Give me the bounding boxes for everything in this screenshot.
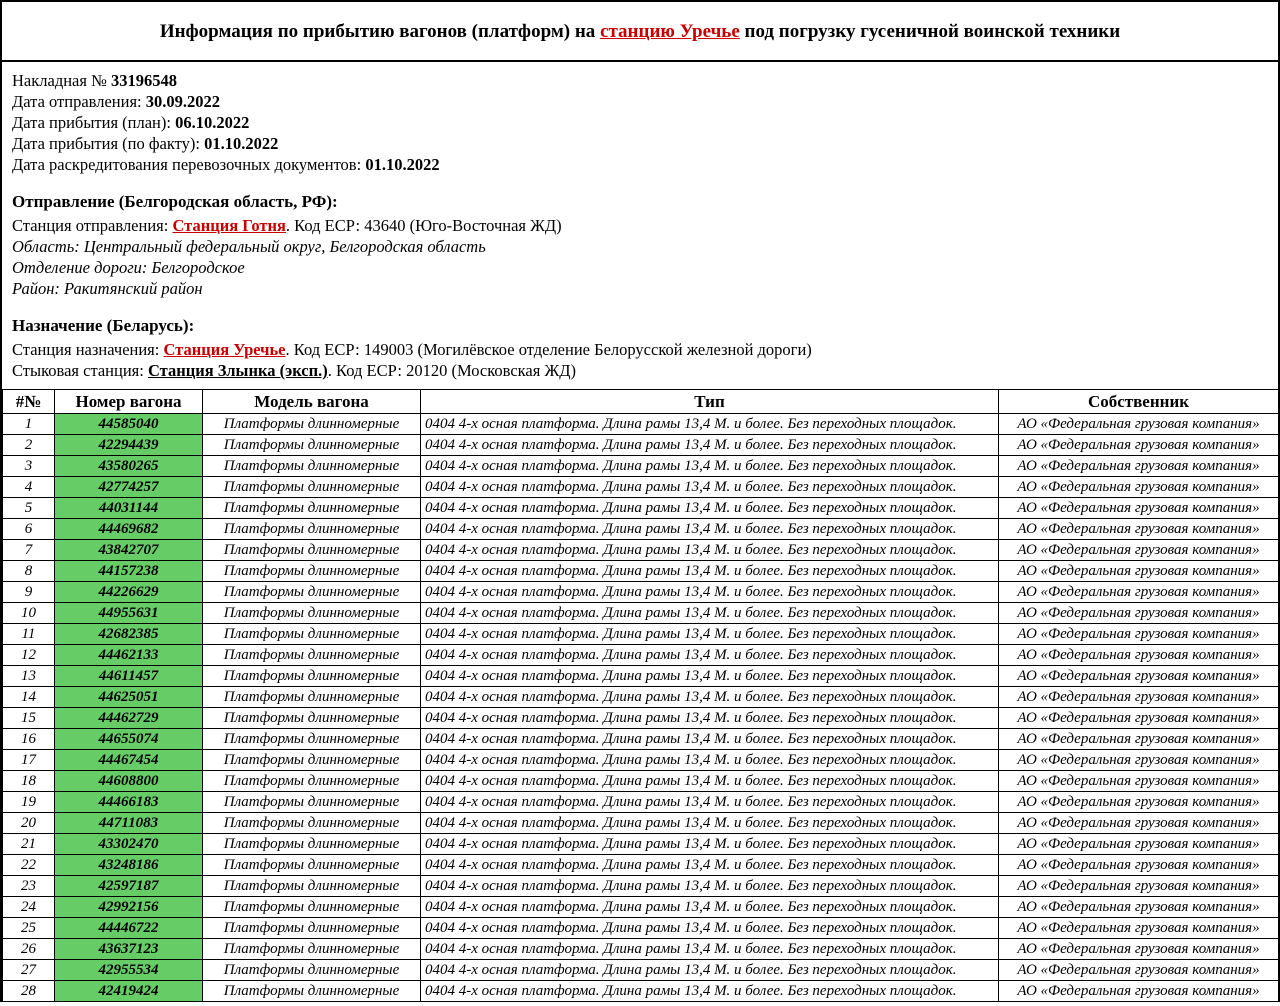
arrival-plan-row [12, 112, 1268, 133]
cell-type: 0404 4-х осная платформа. Длина рамы 13,4 М. и более. Без переходных площадок. [421, 645, 999, 666]
table-row [3, 771, 1279, 792]
cell-wagon-number: 44711083 [55, 813, 203, 834]
cell-index: 16 [3, 729, 55, 750]
cell-type: 0404 4-х осная платформа. Длина рамы 13,4 М. и более. Без переходных площадок. [421, 687, 999, 708]
table-row [3, 477, 1279, 498]
cell-type: 0404 4-х осная платформа. Длина рамы 13,4 М. и более. Без переходных площадок. [421, 624, 999, 645]
cell-owner: АО «Федеральная грузовая компания» [999, 435, 1279, 456]
cell-owner: АО «Федеральная грузовая компания» [999, 750, 1279, 771]
arrival-plan-value: 06.10.2022 [175, 112, 250, 132]
cell-owner: АО «Федеральная грузовая компания» [999, 414, 1279, 435]
cell-wagon-number: 42774257 [55, 477, 203, 498]
table-row [3, 729, 1279, 750]
cell-wagon-number: 43302470 [55, 834, 203, 855]
table-row [3, 519, 1279, 540]
cell-model: Платформы длинномерные [203, 666, 421, 687]
cell-model: Платформы длинномерные [203, 939, 421, 960]
table-row [3, 813, 1279, 834]
cell-wagon-number: 44446722 [55, 918, 203, 939]
cell-model: Платформы длинномерные [203, 750, 421, 771]
cell-owner: АО «Федеральная грузовая компания» [999, 729, 1279, 750]
table-row [3, 603, 1279, 624]
cell-model: Платформы длинномерные [203, 603, 421, 624]
departure-date-value: 30.09.2022 [145, 91, 220, 111]
table-row [3, 540, 1279, 561]
table-row [3, 918, 1279, 939]
cell-index: 26 [3, 939, 55, 960]
destination-station-link[interactable]: Станция Уречье [163, 340, 286, 360]
cell-wagon-number: 42294439 [55, 435, 203, 456]
cell-wagon-number: 43580265 [55, 456, 203, 477]
cell-wagon-number: 44608800 [55, 771, 203, 792]
cell-model: Платформы длинномерные [203, 561, 421, 582]
cell-wagon-number: 44462729 [55, 708, 203, 729]
col-header-model: Модель вагона [203, 390, 421, 414]
cell-model: Платформы длинномерные [203, 687, 421, 708]
cell-index: 25 [3, 918, 55, 939]
cell-model: Платформы длинномерные [203, 708, 421, 729]
cell-type: 0404 4-х осная платформа. Длина рамы 13,4 М. и более. Без переходных площадок. [421, 582, 999, 603]
title-station-link[interactable]: станцию Уречье [600, 21, 740, 42]
departure-region-row [12, 236, 1268, 257]
cell-type: 0404 4-х осная платформа. Длина рамы 13,4 М. и более. Без переходных площадок. [421, 981, 999, 1002]
cell-index: 10 [3, 603, 55, 624]
table-row [3, 498, 1279, 519]
cell-model: Платформы длинномерные [203, 918, 421, 939]
cell-type: 0404 4-х осная платформа. Длина рамы 13,4 М. и более. Без переходных площадок. [421, 876, 999, 897]
departure-division-row [12, 257, 1268, 278]
departure-division-value: Белгородское [147, 258, 245, 278]
cell-type: 0404 4-х осная платформа. Длина рамы 13,4 М. и более. Без переходных площадок. [421, 561, 999, 582]
cell-model: Платформы длинномерные [203, 876, 421, 897]
cell-index: 27 [3, 960, 55, 981]
wagons-table-body [3, 414, 1279, 1002]
cell-model: Платформы длинномерные [203, 834, 421, 855]
cell-owner: АО «Федеральная грузовая компания» [999, 645, 1279, 666]
cell-model: Платформы длинномерные [203, 435, 421, 456]
cell-index: 4 [3, 477, 55, 498]
cell-owner: АО «Федеральная грузовая компания» [999, 918, 1279, 939]
cell-wagon-number: 42955534 [55, 960, 203, 981]
cell-index: 11 [3, 624, 55, 645]
cell-index: 14 [3, 687, 55, 708]
cell-index: 19 [3, 792, 55, 813]
table-row [3, 897, 1279, 918]
cell-wagon-number: 44466183 [55, 792, 203, 813]
cell-index: 17 [3, 750, 55, 771]
table-row [3, 708, 1279, 729]
cell-index: 1 [3, 414, 55, 435]
cell-wagon-number: 42682385 [55, 624, 203, 645]
arrival-fact-label: Дата прибытия (по факту): [12, 134, 205, 154]
cell-wagon-number: 44469682 [55, 519, 203, 540]
cell-index: 23 [3, 876, 55, 897]
cell-owner: АО «Федеральная грузовая компания» [999, 960, 1279, 981]
cell-index: 28 [3, 981, 55, 1002]
departure-station-row [12, 215, 1268, 236]
cell-model: Платформы длинномерные [203, 981, 421, 1002]
table-row [3, 981, 1279, 1002]
cell-owner: АО «Федеральная грузовая компания» [999, 666, 1279, 687]
departure-date-row [12, 91, 1268, 112]
cell-model: Платформы длинномерные [203, 792, 421, 813]
cell-model: Платформы длинномерные [203, 582, 421, 603]
cell-owner: АО «Федеральная грузовая компания» [999, 771, 1279, 792]
cell-type: 0404 4-х осная платформа. Длина рамы 13,4 М. и более. Без переходных площадок. [421, 519, 999, 540]
table-row [3, 876, 1279, 897]
cell-owner: АО «Федеральная грузовая компания» [999, 540, 1279, 561]
cell-owner: АО «Федеральная грузовая компания» [999, 708, 1279, 729]
cell-index: 13 [3, 666, 55, 687]
cell-type: 0404 4-х осная платформа. Длина рамы 13,4 М. и более. Без переходных площадок. [421, 855, 999, 876]
cell-index: 6 [3, 519, 55, 540]
invoice-row [12, 70, 1268, 91]
cell-type: 0404 4-х осная платформа. Длина рамы 13,4 М. и более. Без переходных площадок. [421, 897, 999, 918]
cell-wagon-number: 44157238 [55, 561, 203, 582]
cell-owner: АО «Федеральная грузовая компания» [999, 834, 1279, 855]
cell-index: 12 [3, 645, 55, 666]
cell-type: 0404 4-х осная платформа. Длина рамы 13,4 М. и более. Без переходных площадок. [421, 918, 999, 939]
table-row [3, 750, 1279, 771]
cell-type: 0404 4-х осная платформа. Длина рамы 13,4 М. и более. Без переходных площадок. [421, 834, 999, 855]
cell-model: Платформы длинномерные [203, 771, 421, 792]
table-row [3, 624, 1279, 645]
invoice-label: Накладная № [12, 70, 111, 90]
junction-station-rest: . Код ЕСР: 20120 (Московская ЖД) [327, 361, 576, 381]
cell-index: 7 [3, 540, 55, 561]
table-row [3, 855, 1279, 876]
cell-type: 0404 4-х осная платформа. Длина рамы 13,4 М. и более. Без переходных площадок. [421, 729, 999, 750]
cell-index: 20 [3, 813, 55, 834]
cell-owner: АО «Федеральная грузовая компания» [999, 477, 1279, 498]
cell-model: Платформы длинномерные [203, 498, 421, 519]
cell-owner: АО «Федеральная грузовая компания» [999, 876, 1279, 897]
destination-station-rest: . Код ЕСР: 149003 (Могилёвское отделение Белорусской железной дороги) [285, 340, 812, 360]
departure-station-link[interactable]: Станция Готня [172, 216, 286, 236]
cell-owner: АО «Федеральная грузовая компания» [999, 687, 1279, 708]
cell-owner: АО «Федеральная грузовая компания» [999, 624, 1279, 645]
cell-index: 9 [3, 582, 55, 603]
col-header-type: Тип [421, 390, 999, 414]
junction-station-row [12, 360, 1268, 381]
cell-type: 0404 4-х осная платформа. Длина рамы 13,4 М. и более. Без переходных площадок. [421, 666, 999, 687]
table-row [3, 645, 1279, 666]
cell-wagon-number: 44585040 [55, 414, 203, 435]
table-row [3, 666, 1279, 687]
cell-wagon-number: 44625051 [55, 687, 203, 708]
destination-station-label: Станция назначения: [12, 340, 164, 360]
col-header-owner: Собственник [999, 390, 1279, 414]
cell-wagon-number: 44031144 [55, 498, 203, 519]
cell-owner: АО «Федеральная грузовая компания» [999, 561, 1279, 582]
cell-index: 24 [3, 897, 55, 918]
cell-index: 3 [3, 456, 55, 477]
col-header-wagon: Номер вагона [55, 390, 203, 414]
table-row [3, 939, 1279, 960]
destination-station-row [12, 339, 1268, 360]
arrival-plan-label: Дата прибытия (план): [12, 112, 176, 132]
cell-type: 0404 4-х осная платформа. Длина рамы 13,4 М. и более. Без переходных площадок. [421, 477, 999, 498]
departure-date-label: Дата отправления: [12, 91, 146, 111]
cell-type: 0404 4-х осная платформа. Длина рамы 13,4 М. и более. Без переходных площадок. [421, 792, 999, 813]
cell-index: 2 [3, 435, 55, 456]
col-header-index: #№ [3, 390, 55, 414]
arrival-fact-value: 01.10.2022 [204, 134, 279, 154]
cell-wagon-number: 44467454 [55, 750, 203, 771]
table-row [3, 435, 1279, 456]
table-row [3, 960, 1279, 981]
junction-station-label: Стыковая станция: [12, 361, 148, 381]
cell-type: 0404 4-х осная платформа. Длина рамы 13,4 М. и более. Без переходных площадок. [421, 708, 999, 729]
cell-wagon-number: 43842707 [55, 540, 203, 561]
cell-model: Платформы длинномерные [203, 456, 421, 477]
table-row [3, 834, 1279, 855]
cell-model: Платформы длинномерные [203, 477, 421, 498]
cell-wagon-number: 42597187 [55, 876, 203, 897]
cell-owner: АО «Федеральная грузовая компания» [999, 456, 1279, 477]
cell-model: Платформы длинномерные [203, 519, 421, 540]
cell-owner: АО «Федеральная грузовая компания» [999, 792, 1279, 813]
cell-wagon-number: 42419424 [55, 981, 203, 1002]
docs-date-value: 01.10.2022 [365, 155, 440, 175]
departure-region-value: Центральный федеральный округ, Белгородская область [79, 237, 486, 257]
departure-district-row [12, 278, 1268, 299]
table-row [3, 687, 1279, 708]
departure-station-rest: . Код ЕСР: 43640 (Юго-Восточная ЖД) [285, 216, 562, 236]
cell-owner: АО «Федеральная грузовая компания» [999, 939, 1279, 960]
cell-wagon-number: 44955631 [55, 603, 203, 624]
cell-index: 8 [3, 561, 55, 582]
cell-owner: АО «Федеральная грузовая компания» [999, 855, 1279, 876]
table-row [3, 561, 1279, 582]
wagons-table [2, 389, 1279, 1002]
cell-wagon-number: 43637123 [55, 939, 203, 960]
cell-wagon-number: 44611457 [55, 666, 203, 687]
cell-type: 0404 4-х осная платформа. Длина рамы 13,4 М. и более. Без переходных площадок. [421, 939, 999, 960]
cell-wagon-number: 44655074 [55, 729, 203, 750]
cell-type: 0404 4-х осная платформа. Длина рамы 13,4 М. и более. Без переходных площадок. [421, 603, 999, 624]
destination-heading: Назначение (Беларусь): [12, 316, 195, 336]
departure-heading: Отправление (Белгородская область, РФ): [12, 192, 338, 212]
cell-owner: АО «Федеральная грузовая компания» [999, 582, 1279, 603]
cell-index: 5 [3, 498, 55, 519]
arrival-fact-row [12, 133, 1268, 154]
cell-model: Платформы длинномерные [203, 645, 421, 666]
cell-wagon-number: 44226629 [55, 582, 203, 603]
title-text-after: под погрузку гусеничной воинской техники [739, 21, 1121, 42]
cell-index: 15 [3, 708, 55, 729]
table-row [3, 414, 1279, 435]
cell-model: Платформы длинномерные [203, 960, 421, 981]
cell-model: Платформы длинномерные [203, 897, 421, 918]
cell-index: 22 [3, 855, 55, 876]
document-title-bar [2, 2, 1278, 62]
cell-type: 0404 4-х осная платформа. Длина рамы 13,4 М. и более. Без переходных площадок. [421, 456, 999, 477]
cell-model: Платформы длинномерные [203, 813, 421, 834]
cell-type: 0404 4-х осная платформа. Длина рамы 13,4 М. и более. Без переходных площадок. [421, 960, 999, 981]
cell-owner: АО «Федеральная грузовая компания» [999, 498, 1279, 519]
departure-station-label: Станция отправления: [12, 216, 173, 236]
shipment-info [2, 62, 1278, 384]
cell-model: Платформы длинномерные [203, 855, 421, 876]
docs-date-label: Дата раскредитования перевозочных документов: [12, 155, 366, 175]
departure-district-label: Район: [12, 279, 60, 299]
docs-date-row [12, 154, 1268, 175]
cell-type: 0404 4-х осная платформа. Длина рамы 13,4 М. и более. Без переходных площадок. [421, 414, 999, 435]
cell-type: 0404 4-х осная платформа. Длина рамы 13,4 М. и более. Без переходных площадок. [421, 750, 999, 771]
table-header-row [3, 390, 1279, 414]
cell-owner: АО «Федеральная грузовая компания» [999, 813, 1279, 834]
table-row [3, 792, 1279, 813]
cell-owner: АО «Федеральная грузовая компания» [999, 897, 1279, 918]
cell-owner: АО «Федеральная грузовая компания» [999, 519, 1279, 540]
junction-station-name: Станция Злынка (эксп.) [147, 361, 328, 381]
cell-model: Платформы длинномерные [203, 414, 421, 435]
departure-district-value: Ракитянский район [59, 279, 203, 299]
page-title [12, 20, 1268, 44]
cell-index: 21 [3, 834, 55, 855]
title-text-before: Информация по прибытию вагонов (платформ) на [159, 21, 601, 42]
cell-model: Платформы длинномерные [203, 624, 421, 645]
cell-wagon-number: 42992156 [55, 897, 203, 918]
invoice-value: 33196548 [110, 70, 177, 90]
table-row [3, 582, 1279, 603]
cell-model: Платформы длинномерные [203, 540, 421, 561]
cell-owner: АО «Федеральная грузовая компания» [999, 603, 1279, 624]
cell-type: 0404 4-х осная платформа. Длина рамы 13,4 М. и более. Без переходных площадок. [421, 771, 999, 792]
cell-type: 0404 4-х осная платформа. Длина рамы 13,4 М. и более. Без переходных площадок. [421, 813, 999, 834]
cell-index: 18 [3, 771, 55, 792]
cell-type: 0404 4-х осная платформа. Длина рамы 13,4 М. и более. Без переходных площадок. [421, 435, 999, 456]
cell-wagon-number: 43248186 [55, 855, 203, 876]
cell-wagon-number: 44462133 [55, 645, 203, 666]
cell-type: 0404 4-х осная платформа. Длина рамы 13,4 М. и более. Без переходных площадок. [421, 540, 999, 561]
cell-model: Платформы длинномерные [203, 729, 421, 750]
cell-type: 0404 4-х осная платформа. Длина рамы 13,4 М. и более. Без переходных площадок. [421, 498, 999, 519]
cell-owner: АО «Федеральная грузовая компания» [999, 981, 1279, 1002]
table-row [3, 456, 1279, 477]
departure-division-label: Отделение дороги: [12, 258, 148, 278]
departure-region-label: Область: [12, 237, 80, 257]
